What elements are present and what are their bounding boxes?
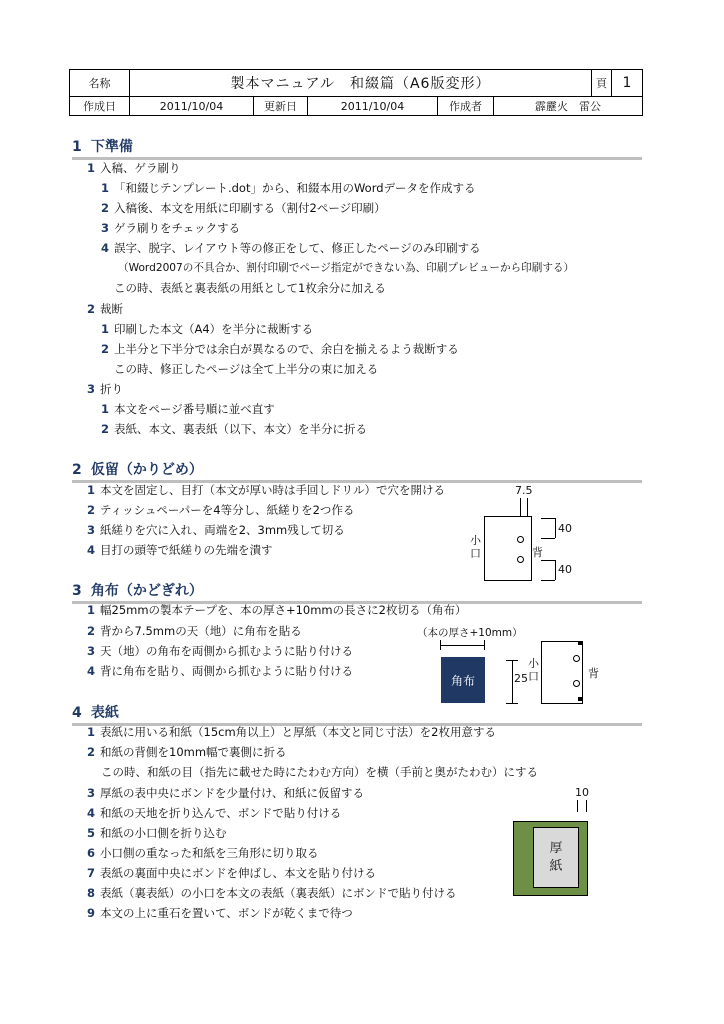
list-item: 3 天（地）の角布を両側から抓むように貼り付ける (87, 644, 353, 658)
book-outline (541, 641, 583, 704)
page-number: 1 (612, 70, 643, 97)
header-table (69, 69, 643, 116)
created-date: 2011/10/04 (130, 97, 254, 116)
section-1-heading: 1 下準備 (72, 138, 642, 160)
list-item: 3 折り (87, 382, 123, 396)
dim-tick (577, 800, 578, 812)
list-item: 3 ゲラ刷りをチェックする (101, 221, 241, 235)
dim-7-5: 7.5 (515, 484, 533, 497)
dim-25: 25 (514, 672, 528, 685)
dim-tick (484, 640, 485, 650)
dim-line (520, 498, 521, 516)
hole-bottom (573, 680, 580, 687)
dim-line (555, 518, 556, 538)
dim-10: 10 (575, 786, 589, 799)
dim-tick (586, 800, 587, 812)
list-note: この時、和紙の目（指先に載せた時にたわむ方向）を横（手前と奥がたわむ）にする (101, 765, 538, 779)
page-label: 頁 (592, 70, 612, 97)
dim-line (527, 498, 528, 516)
list-item: 2 上半分と下半分では余白が異なるので、余白を揃えるよう裁断する (101, 342, 459, 356)
fore-edge-label: 小口 (528, 657, 539, 683)
list-item: 3 紙縒りを穴に入れ、両端を2、3mm残して切る (87, 523, 345, 537)
list-item: 9 本文の上に重石を置いて、ボンドが乾くまで待つ (87, 906, 353, 920)
hole-top (573, 655, 580, 662)
list-item: 2 入稿後、本文を用紙に印刷する（割付2ページ印刷） (101, 201, 386, 215)
list-item: 1 「和綴じテンプレート.dot」から、和綴本用のWordデータを作成する (101, 181, 476, 195)
book-outline (484, 516, 532, 581)
dim-tick (506, 660, 518, 661)
dim-tick (541, 538, 555, 539)
dim-40-bottom: 40 (558, 563, 572, 576)
section-3-heading: 3 角布（かどぎれ） (72, 582, 642, 604)
cloth-corner-bottom (578, 697, 582, 701)
list-item: 1 本文をページ番号順に並べ直す (101, 402, 275, 416)
updated-date: 2011/10/04 (308, 97, 438, 116)
thickness-label: （本の厚さ+10mm） (417, 627, 523, 639)
hole-top (517, 536, 524, 543)
dim-tick (541, 580, 555, 581)
cloth-corner-top (578, 641, 582, 645)
list-item: 8 表紙（裏表紙）の小口を本文の表紙（裏表紙）にボンドで貼り付ける (87, 886, 457, 900)
section-2-heading: 2 仮留（かりどめ） (72, 461, 642, 483)
list-item: 1 幅25mmの製本テープを、本の厚さ+10mmの長さに2枚切る（角布） (87, 603, 467, 617)
list-item: 1 入稿、ゲラ刷り (87, 161, 181, 175)
cardboard-label: 厚紙 (549, 840, 563, 874)
dim-line (440, 645, 484, 646)
corner-cloth: 角布 (441, 657, 485, 703)
spine-label: 背 (588, 667, 599, 680)
list-item: 4 背に角布を貼り、両側から抓むように貼り付ける (87, 664, 353, 678)
list-item: 1 本文を固定し、目打（本文が厚い時は手回しドリル）で穴を開ける (87, 483, 445, 497)
list-item: 2 裁断 (87, 302, 123, 316)
list-item: 1 表紙に用いる和紙（15cm角以上）と厚紙（本文と同じ寸法）を2枚用意する (87, 725, 496, 739)
name-label: 名称 (70, 70, 130, 97)
cardboard (533, 827, 579, 888)
list-item: 1 印刷した本文（A4）を半分に裁断する (101, 322, 314, 336)
list-item: 4 和紙の天地を折り込んで、ボンドで貼り付ける (87, 806, 342, 820)
section-4-heading: 4 表紙 (72, 704, 642, 726)
dim-tick (541, 560, 555, 561)
dim-line (555, 560, 556, 580)
list-item: 4 目打の頭等で紙縒りの先端を潰す (87, 543, 273, 557)
list-note: この時、修正したページは全て上半分の束に加える (114, 362, 379, 376)
author-name: 霹靂火 雷公 (494, 97, 643, 116)
list-item: 2 和紙の背側を10mm幅で裏側に折る (87, 745, 287, 759)
dim-40-top: 40 (558, 522, 572, 535)
list-item: 2 ティッシュペーパーを4等分し、紙縒りを2つ作る (87, 503, 355, 517)
list-item: 2 背から7.5mmの天（地）に角布を貼る (87, 624, 302, 638)
fore-edge-label: 小口 (470, 534, 481, 560)
list-item: 4 誤字、脱字、レイアウト等の修正をして、修正したページのみ印刷する (101, 241, 481, 255)
dim-line (512, 660, 513, 703)
list-item: 3 厚紙の表中央にボンドを少量付け、和紙に仮留する (87, 786, 365, 800)
document-title: 製本マニュアル 和綴篇（A6版変形） (130, 70, 592, 97)
list-note: （Word2007の不具合か、割付印刷でページ指定ができない為、印刷プレビューから印刷する） (118, 262, 575, 274)
list-item: 7 表紙の裏面中央にボンドを伸ばし、本文を貼り付ける (87, 866, 376, 880)
list-item: 5 和紙の小口側を折り込む (87, 826, 227, 840)
spine-label: 背 (532, 546, 543, 559)
updated-label: 更新日 (254, 97, 308, 116)
created-label: 作成日 (70, 97, 130, 116)
list-note: この時、表紙と裏表紙の用紙として1枚余分に加える (114, 281, 386, 295)
list-item: 6 小口側の重なった和紙を三角形に切り取る (87, 846, 319, 860)
author-label: 作成者 (438, 97, 494, 116)
hole-bottom (517, 556, 524, 563)
dim-tick (541, 518, 555, 519)
list-item: 2 表紙、本文、裏表紙（以下、本文）を半分に折る (101, 422, 367, 436)
